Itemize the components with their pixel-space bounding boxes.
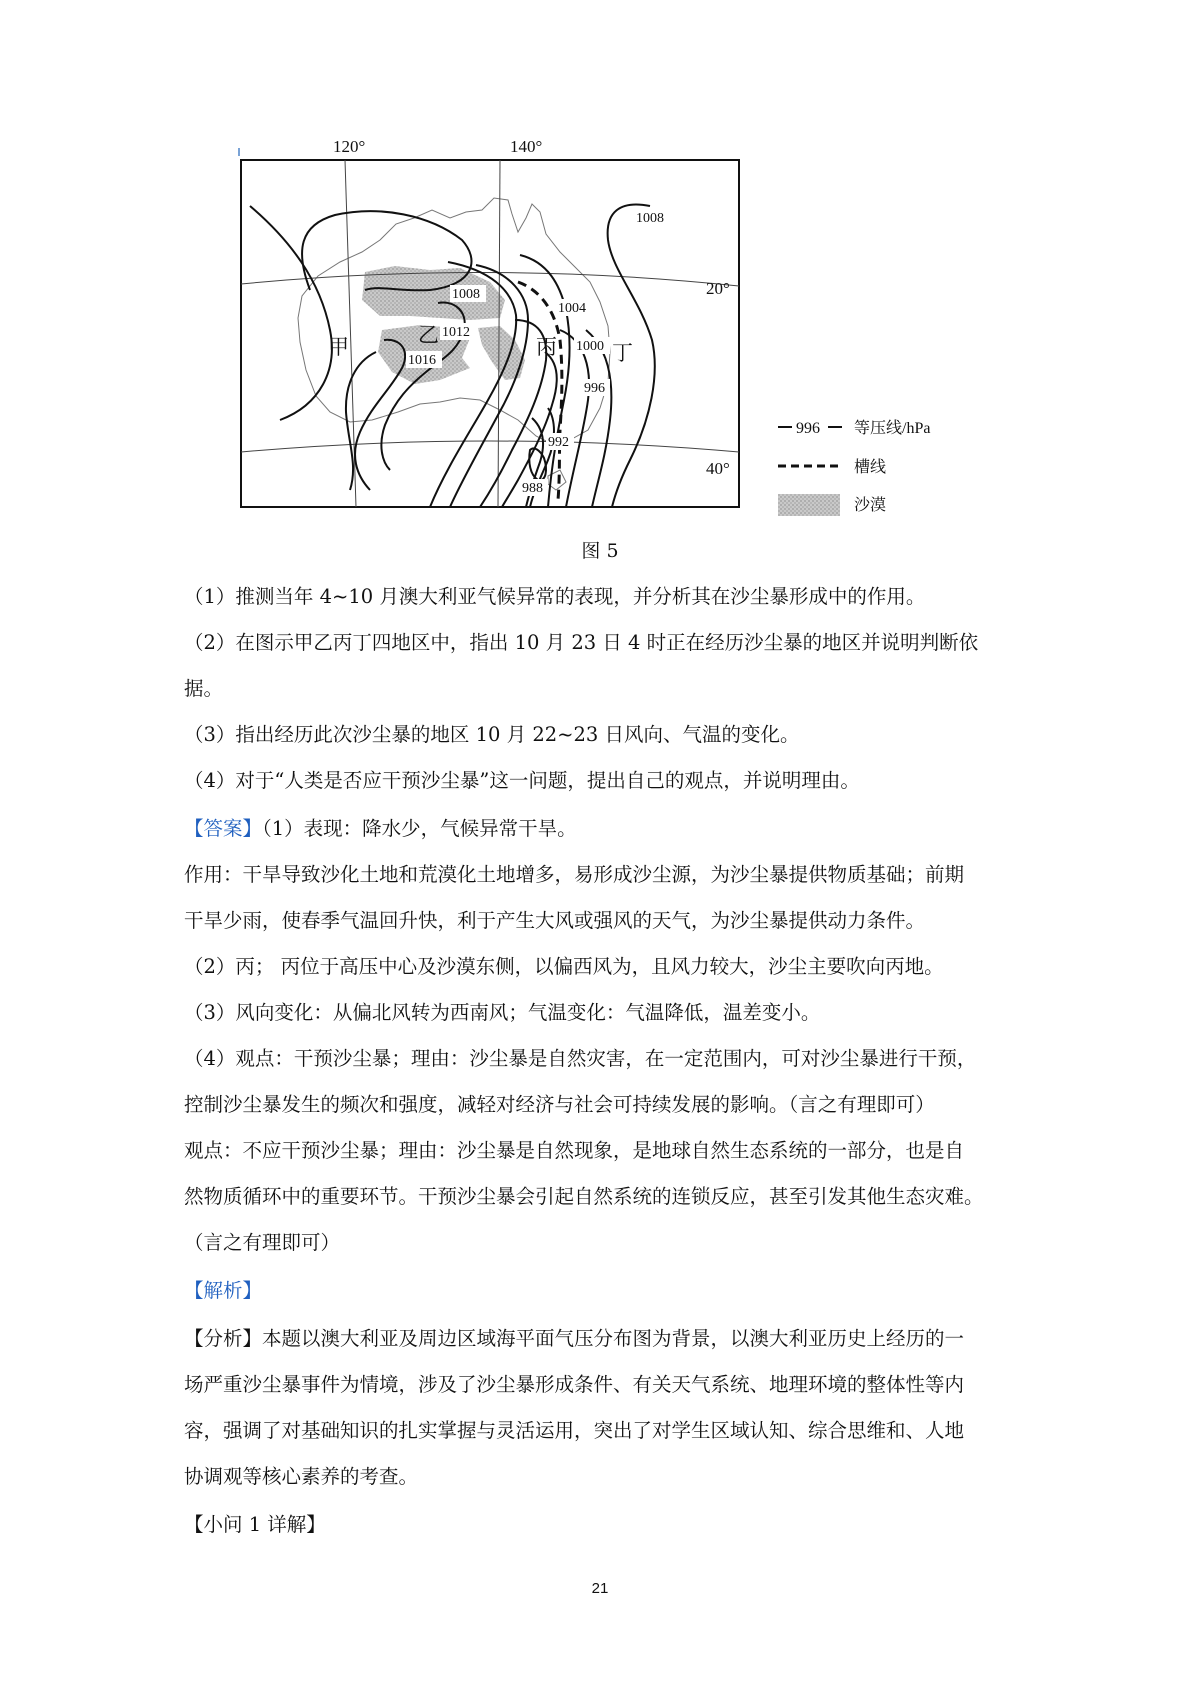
latitude-label: 20° xyxy=(706,279,730,298)
answer-line: （2）丙； 丙位于高压中心及沙漠东侧，以偏西风为，且风力较大，沙尘主要吹向丙地。 xyxy=(184,955,944,978)
region-label: 乙 xyxy=(418,323,439,347)
isobar-label: 1008 xyxy=(636,211,664,226)
graticule-line xyxy=(241,441,739,452)
question-line: （1）推测当年 4~10 月澳大利亚气候异常的表现，并分析其在沙尘暴形成中的作用。 xyxy=(184,585,926,608)
figure-5 xyxy=(0,0,1200,560)
isobar-label: 1004 xyxy=(558,301,586,316)
isobar-label: 992 xyxy=(548,435,569,450)
isobar-label: 1016 xyxy=(408,353,436,368)
region-label: 丁 xyxy=(612,341,633,365)
legend-isobar-label: 等压线/hPa xyxy=(854,420,931,437)
longitude-label: 140° xyxy=(510,137,543,156)
analysis-line: 【分析】本题以澳大利亚及周边区域海平面气压分布图为背景，以澳大利亚历史上经历的一 xyxy=(184,1327,965,1350)
analysis-line: 场严重沙尘暴事件为情境，涉及了沙尘暴形成条件、有关天气系统、地理环境的整体性等内 xyxy=(184,1373,965,1396)
longitude-label: 120° xyxy=(333,137,366,156)
isobar-label: 1012 xyxy=(442,325,470,340)
legend-desert-swatch xyxy=(778,494,840,516)
answer-line: 干旱少雨，使春季气温回升快，利于产生大风或强风的天气，为沙尘暴提供动力条件。 xyxy=(184,909,926,932)
answer-first-line: （1）表现：降水少，气候异常干旱。 xyxy=(262,817,577,840)
isobar-label: 1008 xyxy=(452,287,480,302)
legend-desert-label: 沙漠 xyxy=(854,497,887,514)
answer-line: 然物质循环中的重要环节。干预沙尘暴会引起自然系统的连锁反应，甚至引发其他生态灾难。 xyxy=(184,1185,984,1208)
legend-trough-label: 槽线 xyxy=(854,459,887,476)
analysis-line: 协调观等核心素养的考查。 xyxy=(184,1465,419,1488)
answer-tag: 【答案】 xyxy=(184,817,263,840)
sub-question-heading: 【小问 1 详解】 xyxy=(184,1513,326,1536)
latitude-label: 40° xyxy=(706,459,730,478)
answer-line: （3）风向变化：从偏北风转为西南风；气温变化：气温降低，温差变小。 xyxy=(184,1001,821,1024)
question-line: （4）对于“人类是否应干预沙尘暴”这一问题，提出自己的观点，并说明理由。 xyxy=(184,769,860,792)
answer-line: 控制沙尘暴发生的频次和强度，减轻对经济与社会可持续发展的影响。（言之有理即可） xyxy=(184,1093,935,1116)
legend-isobar-sample: 996 xyxy=(796,420,820,437)
isobar-label: 996 xyxy=(584,381,605,396)
page-number: 21 xyxy=(591,1580,609,1597)
question-line: 据。 xyxy=(184,677,224,700)
isobar-label: 988 xyxy=(522,481,543,496)
pressure-map xyxy=(0,0,1200,560)
region-label: 甲 xyxy=(328,335,349,359)
answer-heading xyxy=(184,816,577,842)
answer-line: 观点：不应干预沙尘暴；理由：沙尘暴是自然现象，是地球自然生态系统的一部分，也是自 xyxy=(184,1139,965,1162)
analysis-tag: 【解析】 xyxy=(184,1279,263,1302)
analysis-line: 容，强调了对基础知识的扎实掌握与灵活运用，突出了对学生区域认知、综合思维和、人地 xyxy=(184,1419,965,1442)
answer-line: 作用：干旱导致沙化土地和荒漠化土地增多，易形成沙尘源，为沙尘暴提供物质基础；前期 xyxy=(184,863,965,886)
answer-line: （4）观点：干预沙尘暴；理由：沙尘暴是自然灾害，在一定范围内，可对沙尘暴进行干预， xyxy=(184,1047,977,1070)
answer-line: （言之有理即可） xyxy=(184,1231,341,1254)
figure-caption: 图 5 xyxy=(581,540,619,562)
question-line: （2）在图示甲乙丙丁四地区中，指出 10 月 23 日 4 时正在经历沙尘暴的地区并说明判断依 xyxy=(184,631,979,654)
isobar-label: 1000 xyxy=(576,339,604,354)
region-label: 丙 xyxy=(536,335,557,359)
legend xyxy=(778,419,930,516)
question-line: （3）指出经历此次沙尘暴的地区 10 月 22~23 日风向、气温的变化。 xyxy=(184,723,800,746)
